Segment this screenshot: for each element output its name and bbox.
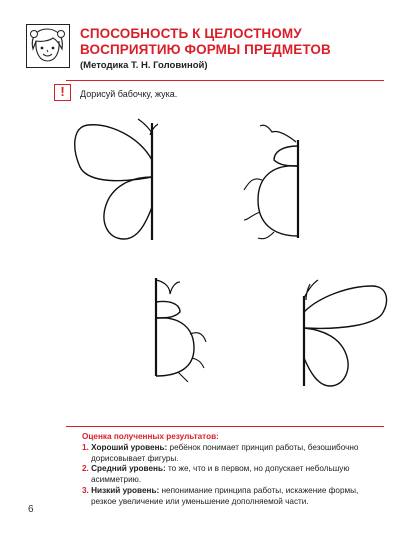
page-title: СПОСОБНОСТЬ К ЦЕЛОСТНОМУ ВОСПРИЯТИЮ ФОРМЫ ПРЕДМЕТОВ	[80, 26, 331, 57]
header-divider	[66, 80, 384, 81]
evaluation-item: 2. Средний уровень: то же, что и в первом, но допускает небольшую асимметрию.	[82, 464, 350, 485]
butterfly-half-figure	[68, 115, 158, 245]
evaluation-list	[82, 443, 382, 508]
evaluation-item: 3. Низкий уровень: непонимание принципа работы, искажение формы, резкое увеличение или уменьшение дополняемой части.	[82, 485, 359, 506]
child-face-illustration	[26, 24, 70, 68]
beetle-half-figure	[148, 272, 218, 382]
evaluation-block	[82, 432, 382, 508]
task-instruction: Дорисуй бабочку, жука.	[80, 89, 178, 99]
butterfly-half-figure	[296, 268, 396, 393]
method-subtitle: (Методика Т. Н. Головиной)	[80, 60, 208, 71]
exclamation-icon: !	[54, 84, 71, 101]
beetle-half-figure	[238, 120, 308, 245]
page-number: 6	[28, 504, 34, 515]
evaluation-item: 1. Хороший уровень: ребёнок понимает принцип работы, безошибочно дорисовывает фигуры.	[82, 442, 359, 463]
evaluation-title: Оценка полученных результатов:	[82, 432, 219, 441]
evaluation-divider	[66, 426, 384, 427]
